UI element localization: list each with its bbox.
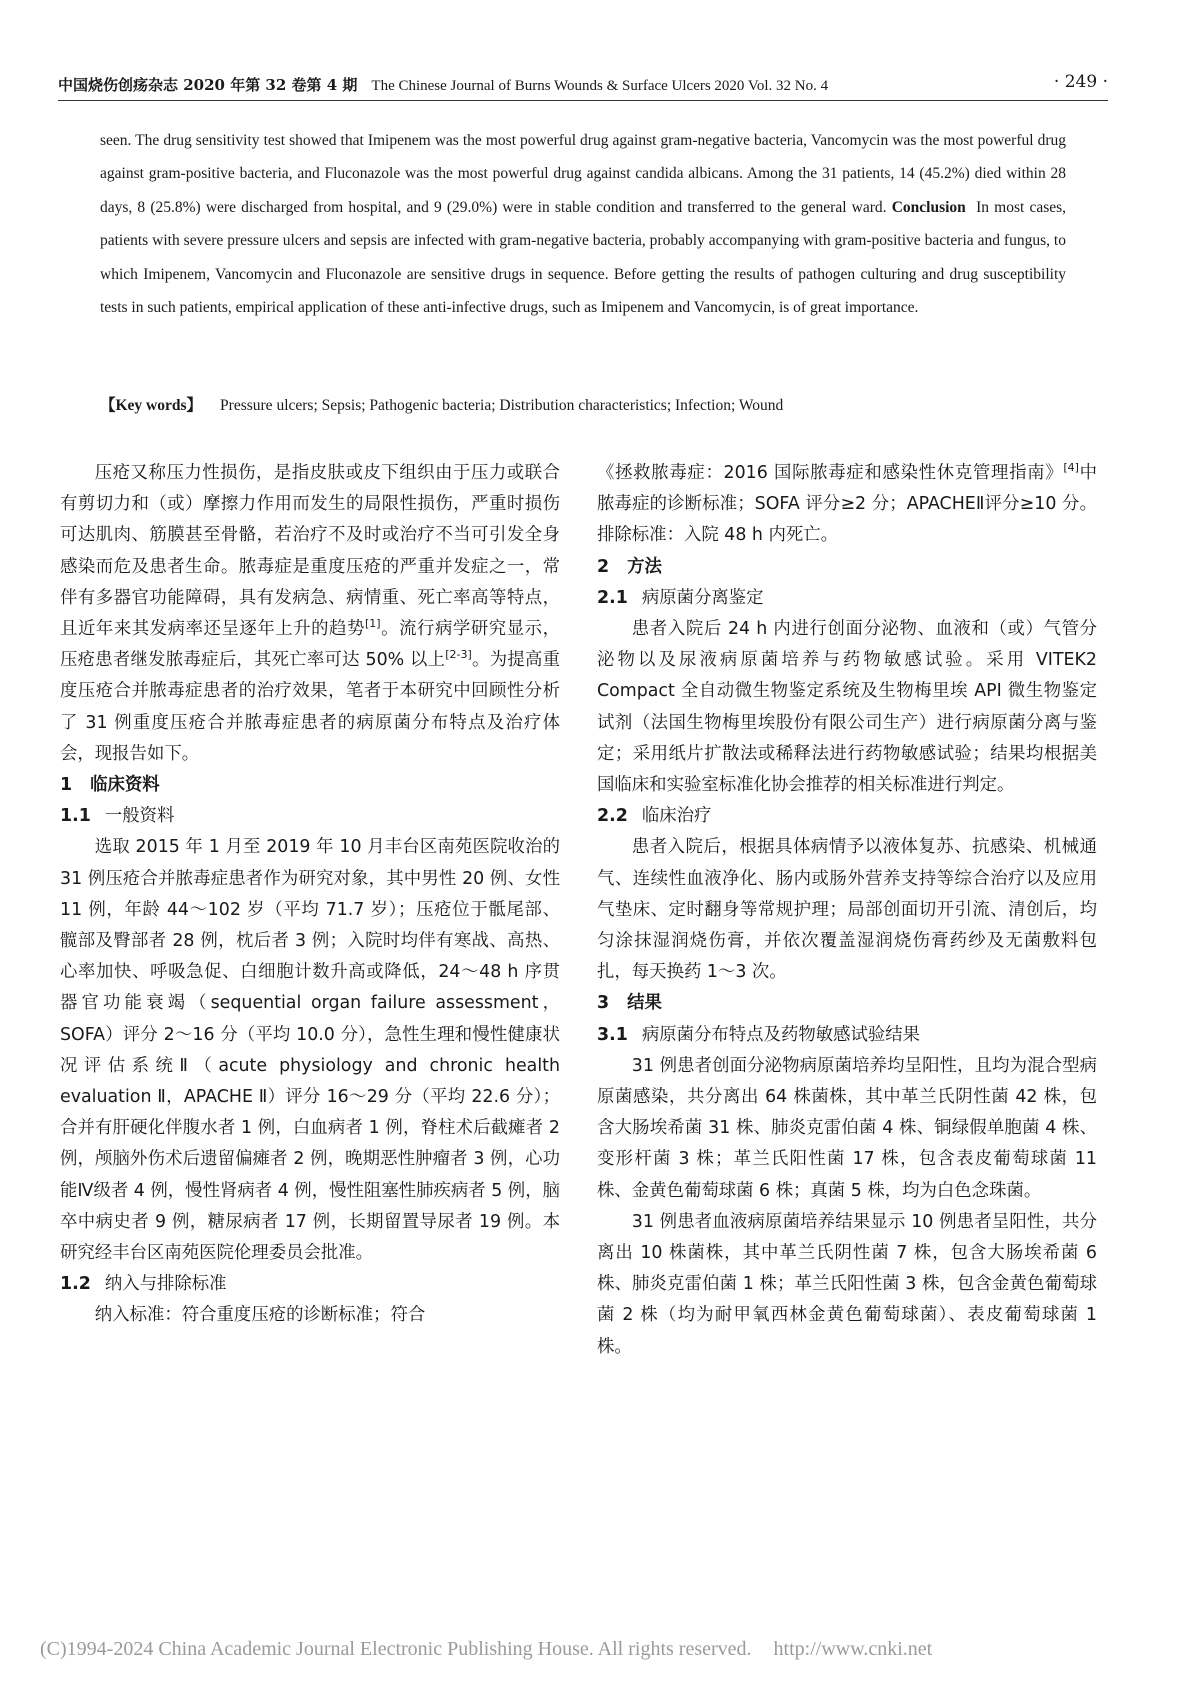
- citation-ref: [2-3]: [445, 648, 472, 662]
- abstract-results-text: seen. The drug sensitivity test showed that Imipenem was the most powerful drug against gram-negative bacteria, Vancomycin was the most powerful drug against gram-positive bacteria, and Fluconazole was the most powerful drug against candida albicans. Among the 31 patients, 14 (45.2%) died within 28 days, 8 (25.8%) were discharged from hospital, and 9 (29.0%) were in stable condition and transferred to the general ward.: [100, 132, 1066, 216]
- blood-culture-paragraph: 31 例患者血液病原菌培养结果显示 10 例患者呈阳性，共分离出 10 株菌株，其中革兰氏阴性菌 7 株，包含大肠埃希菌 6 株、肺炎克雷伯菌 1 株；革兰氏阳性菌 3 株，包含金黄色葡萄球菌 2 株（均为耐甲氧西林金黄色葡萄球菌）、表皮葡萄球菌 1 株。: [597, 1211, 1097, 1357]
- subsection-title: 纳入与排除标准: [104, 1274, 227, 1295]
- wound-culture-paragraph: 31 例患者创面分泌物病原菌培养均呈阳性，且均为混合型病原菌感染，共分离出 64 株菌株，其中革兰氏阴性菌 42 株，包含大肠埃希菌 31 株、肺炎克雷伯菌 4 株、铜绿假单胞菌 4 株、变形杆菌 3 株；革兰氏阳性菌 17 株，包含表皮葡萄球菌 11 株、金黄色葡萄球菌 6 株；真菌 5 株，均为白色念珠菌。: [597, 1055, 1097, 1201]
- criteria-text-b: 中脓毒症的诊断标准；SOFA 评分≥2 分；APACHEⅡ评分≥10 分。排除标准：入院 48 h 内死亡。: [597, 463, 1097, 546]
- subsection-number: 1.2: [60, 1274, 91, 1295]
- keywords-label: 【Key words】: [100, 397, 203, 414]
- keywords-line: [100, 394, 1066, 418]
- subsection-heading: [597, 1020, 1097, 1051]
- keywords-text: Pressure ulcers; Sepsis; Pathogenic bacteria; Distribution characteristics; Infection; Wound: [220, 397, 784, 414]
- abstract-conclusion-text: In most cases, patients with severe pressure ulcers and sepsis are infected with gram-negative bacteria, probably accompanying with gram-positive bacteria and fungus, to which Imipenem, Vancomycin and Fluconazole are sensitive drugs in sequence. Before getting the results of pathogen culturing and drug susceptibility tests in such patients, empirical application of these anti-infective drugs, such as Imipenem and Vancomycin, is of great importance.: [100, 198, 1067, 317]
- copyright-footer: [40, 1638, 1160, 1661]
- subsection-number: 2.1: [597, 587, 628, 608]
- intro-paragraph: [60, 458, 560, 770]
- subsection-title: 病原菌分布特点及药物敏感试验结果: [641, 1024, 921, 1045]
- treatment-paragraph: 患者入院后，根据具体病情予以液体复苏、抗感染、机械通气、连续性血液净化、肠内或肠外营养支持等综合治疗以及应用气垫床、定时翻身等常规护理；局部创面切开引流、清创后，均匀涂抹湿润烧伤膏，并依次覆盖湿润烧伤膏药纱及无菌敷料包扎，每天换药 1～3 次。: [597, 837, 1097, 983]
- english-abstract: [100, 124, 1066, 324]
- copyright-text: (C)1994-2024 China Academic Journal Electronic Publishing House. All rights reserved.: [40, 1638, 752, 1660]
- section-number: 1: [60, 775, 73, 796]
- page-number: · 249 ·: [1053, 72, 1108, 92]
- subsection-heading: [60, 801, 560, 832]
- subsection-heading: [60, 1269, 560, 1300]
- subsection-heading: [597, 583, 1097, 614]
- section-number: 3: [597, 993, 610, 1014]
- left-column: [60, 458, 560, 1332]
- subsection-title: 临床治疗: [641, 806, 712, 827]
- right-column: [597, 458, 1097, 1363]
- intro-text-a: 压疮又称压力性损伤，是指皮肤或皮下组织由于压力或联合有剪切力和（或）摩擦力作用而发生的局限性损伤，严重时损伤可达肌肉、筋膜甚至骨骼，若治疗不及时或治疗不当可引发全身感染而危及患者生命。脓毒症是重度压疮的严重并发症之一，常伴有多器官功能障碍，具有发病急、病情重、死亡率高等特点，且近年来其发病率还呈逐年上升的趋势: [60, 463, 560, 640]
- intro-text-b: 。流行病学研究显示，压疮患者继发脓毒症后，其死亡率可达 50% 以上: [60, 619, 560, 671]
- abstract-paragraph: [100, 124, 1066, 324]
- section-heading: [60, 770, 560, 801]
- citation-ref: [4]: [1063, 461, 1079, 475]
- journal-citation: [58, 74, 828, 95]
- section-title: 结果: [627, 993, 662, 1014]
- subsection-number: 2.2: [597, 806, 628, 827]
- citation-ref: [1]: [364, 617, 381, 631]
- general-data-paragraph: 选取 2015 年 1 月至 2019 年 10 月丰台区南苑医院收治的 31 例压疮合并脓毒症患者作为研究对象，其中男性 20 例、女性 11 例，年龄 44～102 岁（平均 71.7 岁）；压疮位于骶尾部、髋部及臀部者 28 例，枕后者 3 例；入院时均伴有寒战、高热、心率加快、呼吸急促、白细胞计数升高或降低，24～48 h 序贯器官功能衰竭（sequential organ failure assessment，SOFA）评分 2～16 分（平均 10.0 分），急性生理和慢性健康状况评估系统Ⅱ（acute physiology and chronic health evaluation Ⅱ，APACHE Ⅱ）评分 16～29 分（平均 22.6 分）；合并有肝硬化伴腹水者 1 例，白血病者 1 例，脊柱术后截瘫者 2 例，颅脑外伤术后遗留偏瘫者 2 例，晚期恶性肿瘤者 3 例，心功能Ⅳ级者 4 例，慢性肾病者 4 例，慢性阻塞性肺疾病者 5 例，脑卒中病史者 9 例，糖尿病者 17 例，长期留置导尿者 19 例。本研究经丰台区南苑医院伦理委员会批准。: [60, 837, 560, 1264]
- subsection-heading: [597, 801, 1097, 832]
- criteria-paragraph: 纳入标准：符合重度压疮的诊断标准；符合: [94, 1305, 426, 1326]
- pathogen-method-paragraph: 患者入院后 24 h 内进行创面分泌物、血液和（或）气管分泌物以及尿液病原菌培养与药物敏感试验。采用 VITEK2 Compact 全自动微生物鉴定系统及生物梅里埃 API 微生物鉴定试剂（法国生物梅里埃股份有限公司生产）进行病原菌分离与鉴定；采用纸片扩散法或稀释法进行药物敏感试验；结果均根据美国临床和实验室标准化协会推荐的相关标准进行判定。: [597, 619, 1097, 796]
- subsection-number: 1.1: [60, 806, 91, 827]
- section-number: 2: [597, 556, 610, 577]
- section-heading: [597, 552, 1097, 583]
- section-title: 临床资料: [90, 775, 160, 796]
- subsection-title: 病原菌分离鉴定: [641, 587, 764, 608]
- intro-text-c: 。为提高重度压疮合并脓毒症患者的治疗效果，笔者于本研究中回顾性分析了 31 例重度压疮合并脓毒症患者的病原菌分布特点及治疗体会，现报告如下。: [60, 650, 560, 764]
- subsection-title: 一般资料: [104, 806, 175, 827]
- section-heading: [597, 988, 1097, 1019]
- journal-name-cn: 中国烧伤创疡杂志 2020 年第 32 卷第 4 期: [58, 76, 358, 94]
- subsection-number: 3.1: [597, 1024, 628, 1045]
- running-header: [58, 72, 1108, 101]
- conclusion-label: Conclusion: [891, 198, 966, 216]
- section-title: 方法: [627, 556, 662, 577]
- criteria-text-a: 《拯救脓毒症：2016 国际脓毒症和感染性休克管理指南》: [597, 463, 1064, 483]
- journal-name-en: The Chinese Journal of Burns Wounds & Surface Ulcers 2020 Vol. 32 No. 4: [371, 78, 829, 94]
- criteria-continuation: [597, 458, 1097, 552]
- footer-url-link[interactable]: http://www.cnki.net: [773, 1638, 933, 1660]
